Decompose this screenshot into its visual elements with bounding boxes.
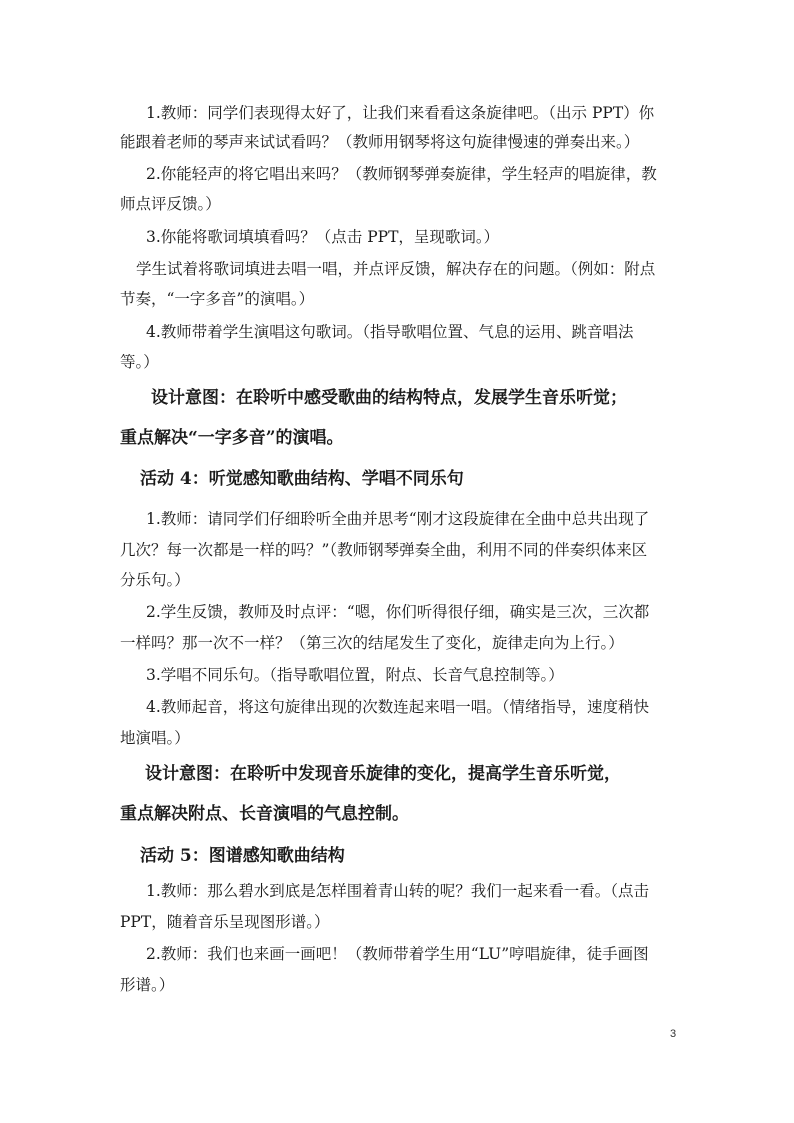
paragraph-text: 1.教师：请同学们仔细聆听全曲并思考“刚才这段旋律在全曲中总共出现了 xyxy=(146,510,650,528)
activity-4-title: 活动 4：听觉感知歌曲结构、学唱不同乐句 xyxy=(140,469,464,489)
paragraph-text: 3.你能将歌词填填看吗？（点击 PPT，呈现歌词。） xyxy=(146,228,500,246)
paragraph-text: 分乐句。） xyxy=(120,571,190,589)
paragraph-text: 2.学生反馈，教师及时点评：“嗯，你们听得很仔细，确实是三次，三次都 xyxy=(146,603,650,621)
paragraph-text: 4.教师带着学生演唱这句歌词。（指导歌唱位置、气息的运用、跳音唱法 xyxy=(146,323,634,341)
paragraph-text: 几次？每一次都是一样的吗？”（教师钢琴弹奏全曲，利用不同的伴奏织体来区 xyxy=(120,541,648,559)
paragraph-text: 一样吗？那一次不一样？（第三次的结尾发生了变化，旋律走向为上行。） xyxy=(120,634,624,652)
paragraph-text: 2.你能轻声的将它唱出来吗？（教师钢琴弹奏旋律，学生轻声的唱旋律，教 xyxy=(146,165,657,183)
design-intent-text: 重点解决“一字多音”的演唱。 xyxy=(120,428,344,448)
paragraph-text: PPT，随着音乐呈现图形谱。） xyxy=(120,913,330,931)
paragraph-text: 2.教师：我们也来画一画吧！（教师带着学生用“LU”哼唱旋律，徒手画图 xyxy=(146,945,649,963)
paragraph-text: 1.教师：同学们表现得太好了，让我们来看看这条旋律吧。（出示 PPT）你 xyxy=(146,104,655,122)
paragraph-text: 形谱。） xyxy=(120,976,175,994)
activity-5-title: 活动 5：图谱感知歌曲结构 xyxy=(140,846,345,866)
design-intent-text: 重点解决附点、长音演唱的气息控制。 xyxy=(120,804,409,824)
paragraph-text: 等。） xyxy=(120,353,159,371)
paragraph-text: 4.教师起音，将这句旋律出现的次数连起来唱一唱。（情绪指导，速度稍快 xyxy=(146,698,650,716)
paragraph-text: 学生试着将歌词填进去唱一唱，并点评反馈，解决存在的问题。（例如：附点 xyxy=(136,260,656,278)
page-number: 3 xyxy=(670,1028,677,1040)
paragraph-text: 1.教师：那么碧水到底是怎样围着青山转的呢？我们一起来看一看。（点击 xyxy=(146,882,650,900)
paragraph-text: 节奏，“一字多音”的演唱。） xyxy=(120,290,315,308)
paragraph-text: 师点评反馈。） xyxy=(120,195,221,213)
paragraph-text: 能跟着老师的琴声来试试看吗？（教师用钢琴将这句旋律慢速的弹奏出来。） xyxy=(120,133,640,151)
paragraph-text: 3.学唱不同乐句。（指导歌唱位置，附点、长音气息控制等。） xyxy=(146,666,564,684)
design-intent-text: 设计意图：在聆听中发现音乐旋律的变化，提高学生音乐听觉， xyxy=(145,764,621,784)
design-intent-text: 设计意图：在聆听中感受歌曲的结构特点，发展学生音乐听觉； xyxy=(151,388,627,408)
paragraph-text: 地演唱。） xyxy=(120,729,190,747)
